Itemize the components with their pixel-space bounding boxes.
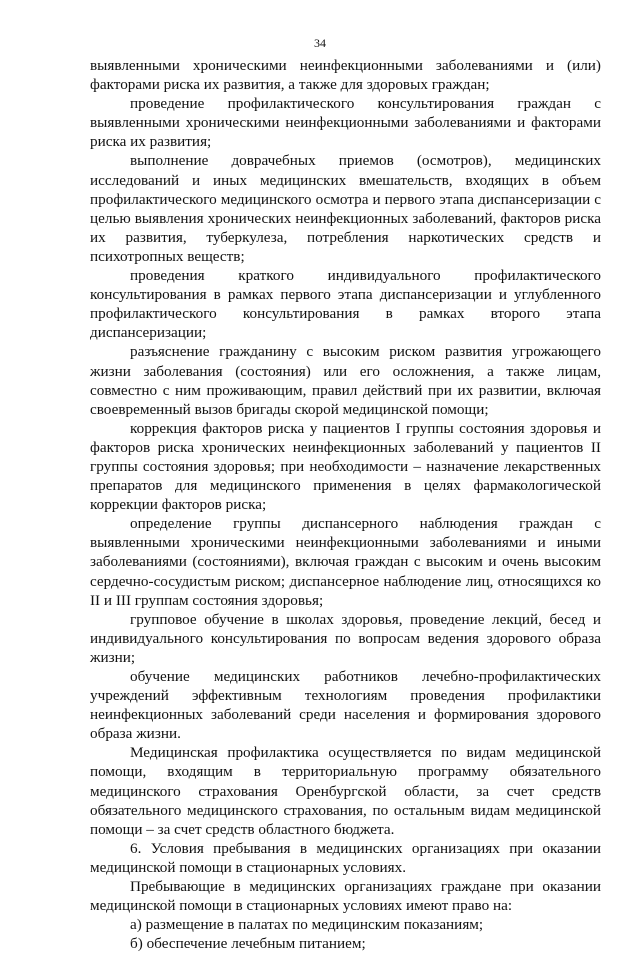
paragraph: определение группы диспансерного наблюдения граждан с выявленными хроническими неинфекционными заболеваниями и иными заболеваниями (состояниями), включая граждан с высоким и очень высоким сердечно-сосудистым риском; диспансерное наблюдение лиц, относящихся ко II и III группам состояния здоровья; xyxy=(90,515,601,609)
document-body xyxy=(90,56,601,953)
paragraph: групповое обучение в школах здоровья, проведение лекций, бесед и индивидуального консультирования по вопросам ведения здорового образа жизни; xyxy=(90,610,601,666)
section-heading: 6. Условия пребывания в медицинских организациях при оказании медицинской помощи в стационарных условиях. xyxy=(90,839,601,876)
paragraph: коррекция факторов риска у пациентов I группы состояния здоровья и факторов риска хронических неинфекционных заболеваний у пациентов II группы состояния здоровья; при необходимости – назначение лекарственных препаратов для медицинского применения в целях фармакологической коррекции факторов риска; xyxy=(90,419,601,514)
paragraph: Медицинская профилактика осуществляется по видам медицинской помощи, входящим в территориальную программу обязательного медицинского страхования Оренбургской области, за счет средств обязательного медицинского страхования, по остальным видам медицинской помощи – за счет средств областного бюджета. xyxy=(90,744,601,838)
paragraph: выполнение доврачебных приемов (осмотров), медицинских исследований и иных медицинских вмешательств, входящих в объем профилактического медицинского осмотра и первого этапа диспансеризации с целью выявления хронических неинфекционных заболеваний, факторов риска их развития, туберкулеза, потребления наркотических средств и психотропных веществ; xyxy=(90,152,601,265)
paragraph: Пребывающие в медицинских организациях граждане при оказании медицинской помощи в стационарных условиях имеют право на: xyxy=(90,878,601,915)
page-number: 34 xyxy=(314,36,326,50)
paragraph: обучение медицинских работников лечебно-профилактических учреждений эффективным технологиям проведения профилактики неинфекционных заболеваний среди населения и формирования здорового образа жизни. xyxy=(90,668,601,743)
paragraph: разъяснение гражданину с высоким риском развития угрожающего жизни заболевания (состояния) или его осложнения, а также лицам, совместно с ним проживающим, правил действий при их развитии, включая своевременный вызов бригады скорой медицинской помощи; xyxy=(90,343,601,418)
paragraph: выявленными хроническими неинфекционными заболеваниями и (или) факторами риска их развития, а также для здоровых граждан; xyxy=(90,57,601,94)
paragraph: проведения краткого индивидуального профилактического консультирования в рамках первого этапа диспансеризации и углубленного профилактического консультирования в рамках второго этапа диспансеризации; xyxy=(90,267,601,342)
paragraph: проведение профилактического консультирования граждан с выявленными хроническими неинфекционными заболеваниями и факторами риска их развития; xyxy=(90,95,601,151)
list-item: а) размещение в палатах по медицинским показаниям; xyxy=(130,916,484,934)
list-item: б) обеспечение лечебным питанием; xyxy=(130,935,366,953)
